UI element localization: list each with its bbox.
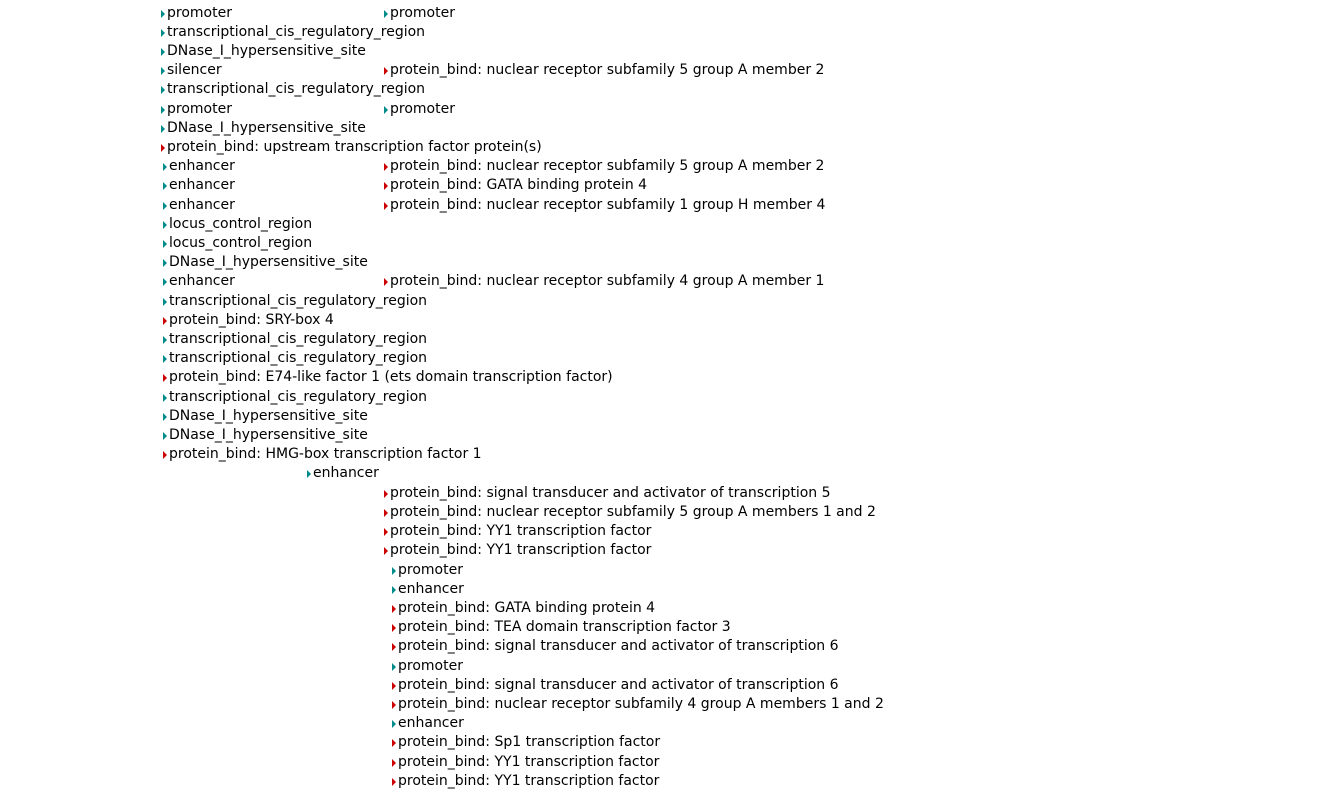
red-triangle-icon	[392, 739, 396, 747]
feature-label: protein_bind: YY1 transcription factor	[398, 773, 660, 789]
teal-triangle-icon	[384, 106, 388, 114]
teal-triangle-icon	[392, 720, 396, 728]
feature-promoter[interactable]	[392, 561, 463, 580]
teal-triangle-icon	[161, 106, 165, 114]
red-triangle-icon	[384, 490, 388, 498]
feature-label: enhancer	[169, 177, 235, 193]
feature-protein-bind[interactable]	[384, 541, 651, 560]
feature-label: protein_bind: TEA domain transcription factor 3	[398, 619, 731, 635]
teal-triangle-icon	[163, 336, 167, 344]
teal-triangle-icon	[307, 470, 311, 478]
feature-promoter[interactable]	[392, 657, 463, 676]
feature-protein-bind[interactable]	[384, 176, 647, 195]
feature-label: DNase_I_hypersensitive_site	[167, 120, 366, 136]
feature-dnase-i-hypersensitive-site[interactable]	[163, 407, 368, 426]
teal-triangle-icon	[163, 240, 167, 248]
red-triangle-icon	[161, 144, 165, 152]
feature-label: protein_bind: nuclear receptor subfamily 4 group A member 1	[390, 273, 825, 289]
red-triangle-icon	[163, 451, 167, 459]
feature-enhancer[interactable]	[307, 464, 379, 483]
teal-triangle-icon	[163, 298, 167, 306]
teal-triangle-icon	[161, 67, 165, 75]
teal-triangle-icon	[163, 182, 167, 190]
feature-label: promoter	[167, 5, 232, 21]
teal-triangle-icon	[163, 163, 167, 171]
feature-label: transcriptional_cis_regulatory_region	[169, 350, 428, 366]
feature-protein-bind[interactable]	[392, 733, 660, 752]
teal-triangle-icon	[163, 221, 167, 229]
feature-label: locus_control_region	[169, 235, 313, 251]
feature-label: protein_bind: nuclear receptor subfamily 5 group A members 1 and 2	[390, 504, 876, 520]
red-triangle-icon	[384, 202, 388, 210]
feature-protein-bind[interactable]	[163, 445, 482, 464]
teal-triangle-icon	[392, 663, 396, 671]
feature-protein-bind[interactable]	[392, 753, 659, 772]
red-triangle-icon	[392, 605, 396, 613]
teal-triangle-icon	[163, 432, 167, 440]
teal-triangle-icon	[384, 10, 388, 18]
feature-label: promoter	[398, 562, 463, 578]
feature-protein-bind[interactable]	[384, 522, 651, 541]
feature-label: transcriptional_cis_regulatory_region	[167, 81, 426, 97]
red-triangle-icon	[384, 278, 388, 286]
feature-protein-bind[interactable]	[384, 61, 824, 80]
teal-triangle-icon	[161, 125, 165, 133]
feature-label: protein_bind: Sp1 transcription factor	[398, 734, 661, 750]
red-triangle-icon	[384, 528, 388, 536]
feature-protein-bind[interactable]	[163, 368, 613, 387]
red-triangle-icon	[392, 682, 396, 690]
feature-label: DNase_I_hypersensitive_site	[169, 408, 368, 424]
feature-enhancer[interactable]	[392, 580, 464, 599]
feature-label: transcriptional_cis_regulatory_region	[169, 389, 428, 405]
feature-dnase-i-hypersensitive-site[interactable]	[161, 119, 366, 138]
feature-dnase-i-hypersensitive-site[interactable]	[163, 253, 368, 272]
feature-protein-bind[interactable]	[384, 272, 824, 291]
feature-label: enhancer	[169, 273, 235, 289]
feature-label: DNase_I_hypersensitive_site	[169, 254, 368, 270]
red-triangle-icon	[392, 759, 396, 767]
feature-label: protein_bind: upstream transcription factor protein(s)	[167, 139, 542, 155]
feature-label: protein_bind: YY1 transcription factor	[390, 542, 652, 558]
feature-protein-bind[interactable]	[392, 618, 731, 637]
feature-protein-bind[interactable]	[384, 196, 825, 215]
feature-label: protein_bind: YY1 transcription factor	[398, 754, 660, 770]
feature-label: enhancer	[169, 197, 235, 213]
feature-label: enhancer	[313, 465, 379, 481]
teal-triangle-icon	[161, 48, 165, 56]
feature-label: protein_bind: nuclear receptor subfamily 4 group A members 1 and 2	[398, 696, 884, 712]
feature-promoter[interactable]	[161, 4, 232, 23]
red-triangle-icon	[384, 547, 388, 555]
feature-label: promoter	[390, 101, 455, 117]
feature-label: protein_bind: GATA binding protein 4	[398, 600, 656, 616]
feature-silencer[interactable]	[161, 61, 222, 80]
feature-protein-bind[interactable]	[384, 157, 824, 176]
feature-label: protein_bind: nuclear receptor subfamily 5 group A member 2	[390, 62, 825, 78]
feature-transcriptional-cis-regulatory-region[interactable]	[163, 349, 427, 368]
feature-label: protein_bind: nuclear receptor subfamily 5 group A member 2	[390, 158, 825, 174]
red-triangle-icon	[384, 509, 388, 517]
feature-label: promoter	[167, 101, 232, 117]
feature-transcriptional-cis-regulatory-region[interactable]	[163, 388, 427, 407]
red-triangle-icon	[163, 317, 167, 325]
red-triangle-icon	[392, 778, 396, 786]
feature-enhancer[interactable]	[163, 176, 235, 195]
feature-enhancer[interactable]	[163, 272, 235, 291]
feature-enhancer[interactable]	[163, 196, 235, 215]
feature-label: promoter	[398, 658, 463, 674]
feature-protein-bind[interactable]	[163, 311, 334, 330]
feature-label: protein_bind: signal transducer and activator of transcription 5	[390, 485, 831, 501]
red-triangle-icon	[384, 67, 388, 75]
feature-label: transcriptional_cis_regulatory_region	[169, 331, 428, 347]
feature-dnase-i-hypersensitive-site[interactable]	[163, 426, 368, 445]
feature-promoter[interactable]	[384, 4, 455, 23]
feature-promoter[interactable]	[384, 100, 455, 119]
feature-label: locus_control_region	[169, 216, 313, 232]
feature-protein-bind[interactable]	[392, 695, 884, 714]
feature-dnase-i-hypersensitive-site[interactable]	[161, 42, 366, 61]
feature-transcriptional-cis-regulatory-region[interactable]	[163, 292, 427, 311]
feature-label: transcriptional_cis_regulatory_region	[169, 293, 428, 309]
feature-label: protein_bind: YY1 transcription factor	[390, 523, 652, 539]
red-triangle-icon	[384, 163, 388, 171]
teal-triangle-icon	[161, 29, 165, 37]
teal-triangle-icon	[392, 567, 396, 575]
feature-enhancer[interactable]	[163, 157, 235, 176]
teal-triangle-icon	[392, 586, 396, 594]
feature-label: DNase_I_hypersensitive_site	[167, 43, 366, 59]
teal-triangle-icon	[163, 202, 167, 210]
red-triangle-icon	[392, 624, 396, 632]
red-triangle-icon	[392, 701, 396, 709]
teal-triangle-icon	[163, 259, 167, 267]
red-triangle-icon	[163, 374, 167, 382]
teal-triangle-icon	[163, 394, 167, 402]
feature-label: transcriptional_cis_regulatory_region	[167, 24, 426, 40]
feature-label: protein_bind: SRY-box 4	[169, 312, 334, 328]
feature-label: protein_bind: E74-like factor 1 (ets domain transcription factor)	[169, 369, 613, 385]
feature-locus-control-region[interactable]	[163, 215, 312, 234]
feature-protein-bind[interactable]	[392, 637, 839, 656]
feature-locus-control-region[interactable]	[163, 234, 312, 253]
feature-label: DNase_I_hypersensitive_site	[169, 427, 368, 443]
feature-protein-bind[interactable]	[392, 772, 659, 791]
feature-protein-bind[interactable]	[384, 484, 831, 503]
feature-label: protein_bind: signal transducer and activator of transcription 6	[398, 677, 839, 693]
teal-triangle-icon	[163, 278, 167, 286]
teal-triangle-icon	[161, 10, 165, 18]
feature-transcriptional-cis-regulatory-region[interactable]	[163, 330, 427, 349]
feature-label: silencer	[167, 62, 222, 78]
feature-label: enhancer	[398, 715, 464, 731]
feature-protein-bind[interactable]	[384, 503, 876, 522]
feature-label: protein_bind: signal transducer and activator of transcription 6	[398, 638, 839, 654]
feature-enhancer[interactable]	[392, 714, 464, 733]
feature-label: protein_bind: GATA binding protein 4	[390, 177, 648, 193]
feature-label: protein_bind: HMG-box transcription factor 1	[169, 446, 482, 462]
feature-promoter[interactable]	[161, 100, 232, 119]
feature-label: enhancer	[169, 158, 235, 174]
feature-protein-bind[interactable]	[392, 676, 839, 695]
feature-transcriptional-cis-regulatory-region[interactable]	[161, 23, 425, 42]
feature-transcriptional-cis-regulatory-region[interactable]	[161, 80, 425, 99]
feature-protein-bind[interactable]	[161, 138, 542, 157]
teal-triangle-icon	[163, 413, 167, 421]
teal-triangle-icon	[161, 86, 165, 94]
red-triangle-icon	[392, 643, 396, 651]
feature-protein-bind[interactable]	[392, 599, 655, 618]
feature-label: enhancer	[398, 581, 464, 597]
red-triangle-icon	[384, 182, 388, 190]
feature-label: protein_bind: nuclear receptor subfamily 1 group H member 4	[390, 197, 826, 213]
teal-triangle-icon	[163, 355, 167, 363]
feature-label: promoter	[390, 5, 455, 21]
